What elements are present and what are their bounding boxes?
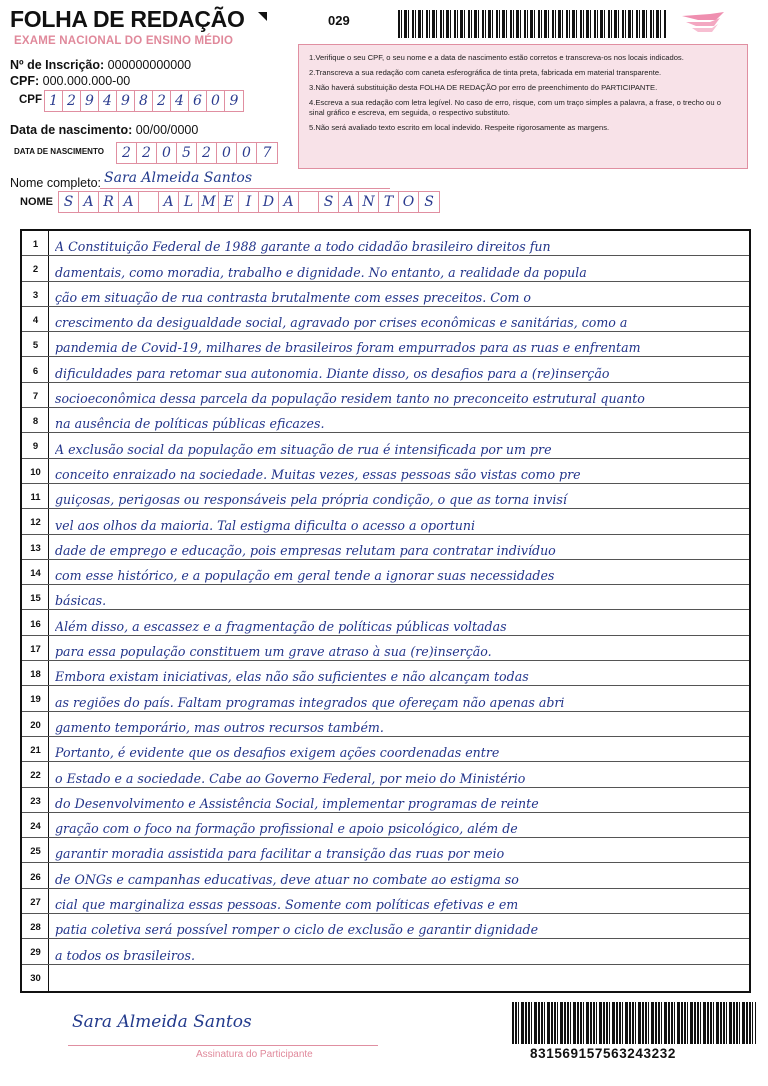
bottom-barcode: [512, 1002, 756, 1044]
inscricao-label: Nº de Inscrição:: [10, 58, 105, 72]
char-box[interactable]: N: [359, 192, 379, 212]
cpf-value: 000.000.000-00: [42, 74, 131, 88]
essay-line[interactable]: [22, 864, 749, 889]
essay-line-text: a todos os brasileiros.: [55, 947, 195, 963]
char-box[interactable]: 4: [171, 91, 189, 111]
char-box[interactable]: 2: [63, 91, 81, 111]
line-number: 27: [30, 896, 41, 908]
char-box[interactable]: [139, 192, 159, 212]
line-number: 19: [30, 694, 41, 706]
instruction-item: 4.Escreva a sua redação com letra legível. No caso de erro, risque, com um traço simples a palavra, a frase, o trecho ou o sinal gráfico e escreva, em seguida, o respectivo substituto.: [309, 98, 721, 117]
char-box[interactable]: S: [424, 194, 434, 210]
line-number: 3: [32, 289, 39, 301]
essay-line[interactable]: [22, 762, 749, 787]
essay-line[interactable]: [22, 965, 749, 990]
essay-line[interactable]: [22, 939, 749, 964]
essay-line-text: básicas.: [55, 593, 107, 609]
char-box[interactable]: 0: [157, 143, 177, 163]
participant-signature[interactable]: Sara Almeida Santos: [72, 1012, 252, 1032]
char-box[interactable]: 2: [137, 143, 157, 163]
line-number: 23: [30, 795, 41, 807]
line-number: 5: [32, 340, 39, 352]
char-box[interactable]: [299, 192, 319, 212]
birthdate-boxes[interactable]: [116, 142, 278, 164]
form-subtitle: EXAME NACIONAL DO ENSINO MÉDIO: [14, 35, 234, 47]
essay-line[interactable]: [22, 611, 749, 636]
essay-line-text: Além disso, a escassez e a fragmentação de políticas públicas voltadas: [55, 618, 507, 634]
essay-line[interactable]: [22, 712, 749, 737]
inscricao-row: [10, 58, 191, 72]
char-box[interactable]: 2: [117, 143, 137, 163]
char-box[interactable]: A: [79, 192, 99, 212]
line-number: 26: [30, 871, 41, 883]
essay-line-text: dade de emprego e educação, pois empresas relutam para contratar indivíduo: [55, 542, 556, 558]
essay-line-text: guiçosas, perigosas ou responsáveis pela própria condição, o que as torna invisí: [55, 492, 567, 508]
line-number: 29: [30, 947, 41, 959]
essay-line-text: A exclusão social da população em situação de rua é intensificada por um pre: [55, 441, 552, 457]
signature-label: Assinatura do Participante: [196, 1049, 313, 1060]
cpf-boxes[interactable]: [44, 90, 244, 112]
char-box[interactable]: 5: [177, 143, 197, 163]
instruction-item: 1.Verifique o seu CPF, o seu nome e a data de nascimento estão corretos e transcreva-os nos locais indicados.: [309, 53, 684, 62]
line-number: 22: [30, 770, 41, 782]
essay-line[interactable]: [22, 358, 749, 383]
char-box[interactable]: 8: [135, 91, 153, 111]
essay-line-text: o Estado e a sociedade. Cabe ao Governo Federal, por meio do Ministério: [55, 770, 526, 786]
line-number: 2: [32, 264, 39, 276]
top-barcode: [398, 10, 666, 38]
essay-line-text: Embora existam iniciativas, elas não são suficientes e não alcançam todas: [55, 669, 529, 685]
essay-line-text: com esse histórico, e a população em geral tende a ignorar suas necessidades: [55, 568, 555, 584]
char-box[interactable]: R: [99, 192, 119, 212]
essay-line[interactable]: [22, 914, 749, 939]
essay-line[interactable]: [22, 509, 749, 534]
line-number: 24: [30, 820, 41, 832]
char-box[interactable]: L: [179, 192, 199, 212]
line-number: 6: [32, 365, 39, 377]
name-boxes[interactable]: [58, 191, 440, 213]
essay-line-text: para essa população constituem um grave atraso à sua (re)inserção.: [55, 644, 492, 660]
line-number: 20: [30, 719, 41, 731]
essay-line[interactable]: [22, 307, 749, 332]
essay-line-text: patia coletiva será possível romper o ciclo de exclusão e garantir dignidade: [55, 922, 539, 938]
essay-line-text: cial que marginaliza essas pessoas. Somente com políticas efetivas e em: [55, 897, 519, 913]
barcode-number: 831569157563243232: [530, 1046, 676, 1061]
essay-line[interactable]: [22, 282, 749, 307]
inscricao-value: 000000000000: [107, 58, 192, 72]
instruction-item: 5.Não será avaliado texto escrito em local indevido. Respeite rigorosamente as margens.: [309, 123, 610, 132]
essay-line[interactable]: [22, 535, 749, 560]
essay-line[interactable]: [22, 585, 749, 610]
char-box[interactable]: A: [339, 192, 359, 212]
essay-line-text: garantir moradia assistida para facilitar a transição das ruas por meio: [55, 846, 505, 862]
line-number: 9: [32, 441, 39, 453]
essay-line[interactable]: [22, 813, 749, 838]
instructions-box: [298, 44, 748, 169]
char-box[interactable]: O: [399, 192, 419, 212]
char-box[interactable]: 4: [99, 91, 117, 111]
cpf-row: [10, 74, 130, 88]
line-number: 16: [30, 618, 41, 630]
line-number: 18: [30, 669, 41, 681]
char-box[interactable]: S: [319, 192, 339, 212]
essay-line-text: as regiões do país. Faltam programas integrados que ofereçam não apenas abri: [55, 694, 565, 710]
essay-line[interactable]: [22, 636, 749, 661]
essay-line[interactable]: [22, 459, 749, 484]
char-box[interactable]: 7: [262, 145, 272, 161]
char-box[interactable]: S: [59, 192, 79, 212]
char-box[interactable]: 9: [229, 93, 239, 109]
line-number: 28: [30, 922, 41, 934]
essay-line-text: pandemia de Covid-19, milhares de brasileiros foram empurrados para as ruas e enfrentam: [55, 340, 641, 356]
essay-line[interactable]: [22, 737, 749, 762]
line-number: 10: [30, 466, 41, 478]
line-number: 1: [32, 239, 39, 250]
cpf-box-label: CPF: [19, 94, 42, 106]
char-box[interactable]: A: [159, 192, 179, 212]
char-box[interactable]: E: [219, 192, 239, 212]
form-code: 029: [328, 13, 350, 28]
line-number: 17: [30, 643, 41, 655]
line-number: 14: [30, 567, 41, 579]
char-box[interactable]: D: [259, 192, 279, 212]
line-number: 21: [30, 745, 41, 756]
signature-line: [68, 1045, 378, 1046]
char-box[interactable]: T: [379, 192, 399, 212]
essay-line[interactable]: [22, 332, 749, 357]
essay-line[interactable]: [22, 256, 749, 281]
char-box[interactable]: A: [119, 192, 139, 212]
char-box[interactable]: 2: [153, 91, 171, 111]
line-number: 4: [32, 314, 39, 326]
essay-line[interactable]: [22, 408, 749, 433]
full-name-handwritten[interactable]: Sara Almeida Santos: [104, 170, 253, 186]
char-box[interactable]: M: [199, 192, 219, 212]
nasc-box-label: DATA DE NASCIMENTO: [14, 147, 104, 156]
line-number: 13: [30, 542, 41, 554]
essay-line[interactable]: [22, 231, 749, 256]
essay-line[interactable]: [22, 788, 749, 813]
essay-line-text: ção em situação de rua contrasta brutalmente com esses preceitos. Com o: [55, 289, 532, 305]
essay-line-text: vel aos olhos da maioria. Tal estigma dificulta o acesso a oportuni: [55, 517, 476, 533]
essay-line[interactable]: [22, 560, 749, 585]
essay-line[interactable]: [22, 433, 749, 458]
essay-line[interactable]: [22, 838, 749, 863]
line-number: 12: [30, 517, 41, 529]
essay-line-text: gamento temporário, mas outros recursos também.: [55, 719, 384, 735]
essay-line-text: A Constituição Federal de 1988 garante a todo cidadão brasileiro direitos fun: [55, 239, 551, 255]
essay-line[interactable]: [22, 383, 749, 408]
nasc-value: 00/00/0000: [135, 123, 199, 137]
essay-line-text: gração com o foco na formação profissional e apoio psicológico, além de: [55, 821, 518, 837]
instruction-item: 2.Transcreva a sua redação com caneta esferográfica de tinta preta, fabricada em material transparente.: [309, 68, 662, 77]
essay-line-text: do Desenvolvimento e Assistência Social, implementar programas de reinte: [55, 795, 539, 811]
form-title: FOLHA DE REDAÇÃO: [10, 6, 245, 32]
cpf-label: CPF:: [10, 74, 40, 88]
nasc-row: [10, 123, 198, 137]
essay-line-text: crescimento da desigualdade social, agravado por crises econômicas e sanitárias, como a: [55, 315, 628, 331]
char-box[interactable]: 0: [217, 143, 237, 163]
char-box[interactable]: A: [279, 192, 299, 212]
corner-mark-icon: [258, 12, 267, 21]
essay-line-text: damentais, como moradia, trabalho e dignidade. No entanto, a realidade da popula: [55, 264, 587, 280]
char-box[interactable]: 0: [207, 91, 225, 111]
line-number: 30: [30, 972, 41, 984]
line-number: 11: [30, 492, 41, 503]
nome-completo-label: Nome completo:: [10, 176, 102, 190]
char-box[interactable]: 6: [189, 91, 207, 111]
essay-line-text: dificuldades para retomar sua autonomia. Diante disso, os desafios para a (re)inserção: [55, 365, 610, 381]
essay-line[interactable]: [22, 686, 749, 711]
line-number: 25: [30, 846, 41, 858]
line-number: 7: [32, 390, 39, 402]
char-box[interactable]: I: [239, 192, 259, 212]
char-box[interactable]: 9: [81, 91, 99, 111]
nasc-label: Data de nascimento:: [10, 123, 133, 137]
essay-line-text: de ONGs e campanhas educativas, deve atuar no combate ao estigma so: [55, 871, 519, 887]
essay-line[interactable]: [22, 484, 749, 509]
essay-line[interactable]: [22, 661, 749, 686]
line-number: 8: [32, 416, 39, 428]
full-name-underline: [100, 188, 390, 189]
char-box[interactable]: 1: [45, 91, 63, 111]
essay-line-text: conceito enraizado na sociedade. Muitas vezes, essas pessoas são vistas como pre: [55, 466, 581, 482]
char-box[interactable]: 0: [237, 143, 257, 163]
essay-line-text: Portanto, é evidente que os desafios exigem ações coordenadas entre: [55, 745, 500, 761]
char-box[interactable]: 2: [197, 143, 217, 163]
essay-line-text: socioeconômica dessa parcela da população residem tanto no preconceito estrutural quanto: [55, 391, 645, 407]
line-number: 15: [30, 593, 41, 605]
essay-line-text: na ausência de políticas públicas eficazes.: [55, 416, 325, 432]
wing-logo-icon: [680, 10, 726, 36]
char-box[interactable]: 9: [117, 91, 135, 111]
essay-line[interactable]: [22, 889, 749, 914]
instruction-item: 3.Não haverá substituição desta FOLHA DE REDAÇÃO por erro de preenchimento do PARTICIPANTE.: [309, 83, 658, 92]
nome-box-label: NOME: [20, 196, 53, 208]
essay-sheet: [20, 229, 751, 993]
